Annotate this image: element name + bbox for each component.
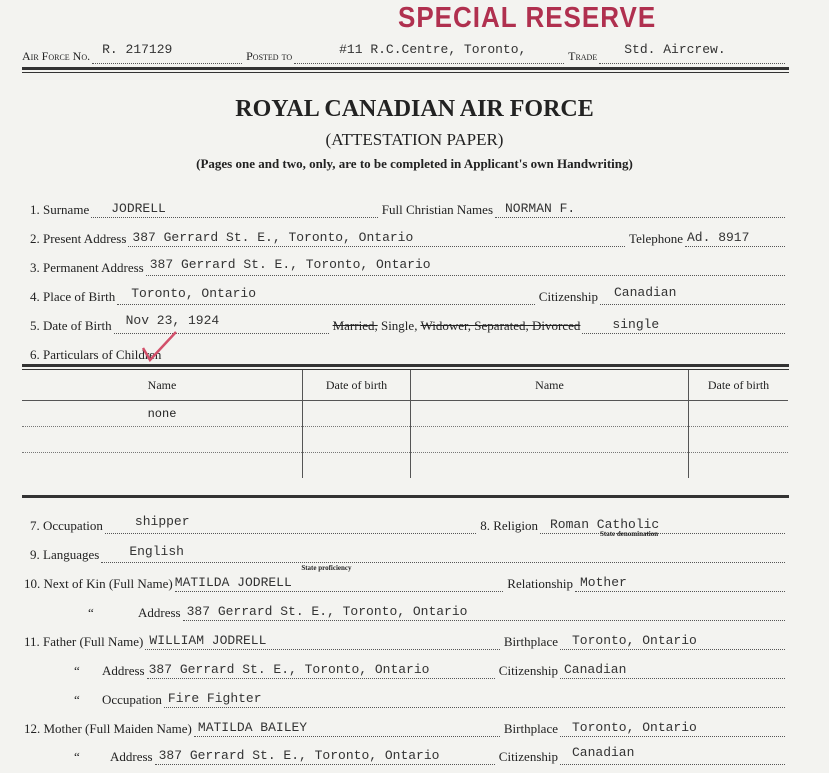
field-father-occupation: “ Occupation Fire Fighter	[74, 686, 789, 708]
field-children: 6. Particulars of Children	[30, 347, 162, 362]
table-row	[22, 427, 788, 453]
header-row: Air Force No. R. 217129 Posted to #11 R.C.Centre, Toronto, Trade Std. Aircrew.	[22, 42, 789, 64]
page-title: ROYAL CANADIAN AIR FORCE	[235, 96, 594, 122]
field-permanent-address: 3. Permanent Address 387 Gerrard St. E., Toronto, Ontario	[30, 254, 789, 276]
children-table: Name Date of birth Name Date of birth none	[22, 370, 788, 478]
field-kin-address: “ Address 387 Gerrard St. E., Toronto, Ontario	[88, 599, 789, 621]
field-mother: 12. Mother (Full Maiden Name) MATILDA BAILEY Birthplace Toronto, Ontario	[24, 715, 789, 737]
field-place-of-birth: 4. Place of Birth Toronto, Ontario Citizenship Canadian	[30, 283, 789, 305]
field-mother-address: “ Address 387 Gerrard St. E., Toronto, Ontario Citizenship Canadian	[74, 743, 789, 765]
divider	[22, 67, 789, 73]
subtitle: (ATTESTATION PAPER)	[325, 130, 504, 149]
field-next-of-kin: 10. Next of Kin (Full Name) MATILDA JODRELL Relationship Mother	[24, 570, 789, 592]
table-row: none	[22, 401, 788, 427]
red-check-mark	[140, 330, 180, 362]
table-row	[22, 453, 788, 479]
field-surname: 1. Surname JODRELL Full Christian Names NORMAN F.	[30, 196, 789, 218]
posted-to: #11 R.C.Centre, Toronto,	[339, 42, 527, 57]
trade: Std. Aircrew.	[624, 42, 726, 57]
field-languages: 9. Languages English State proficiency	[30, 541, 789, 563]
field-occupation: 7. Occupation shipper 8. Religion Roman Catholic State denomination	[30, 512, 789, 534]
instructions: (Pages one and two, only, are to be completed in Applicant's own Handwriting)	[196, 156, 633, 171]
air-force-no: R. 217129	[102, 42, 173, 57]
field-date-of-birth: 5. Date of Birth Nov 23, 1924 Married, Single, Widower, Separated, Divorced single	[30, 312, 789, 334]
field-present-address: 2. Present Address 387 Gerrard St. E., Toronto, Ontario Telephone Ad. 8917	[30, 225, 789, 247]
field-father: 11. Father (Full Name) WILLIAM JODRELL Birthplace Toronto, Ontario	[24, 628, 789, 650]
field-father-address: “ Address 387 Gerrard St. E., Toronto, Ontario Citizenship Canadian	[74, 657, 789, 679]
special-reserve-stamp: SPECIAL RESERVE	[398, 0, 657, 34]
